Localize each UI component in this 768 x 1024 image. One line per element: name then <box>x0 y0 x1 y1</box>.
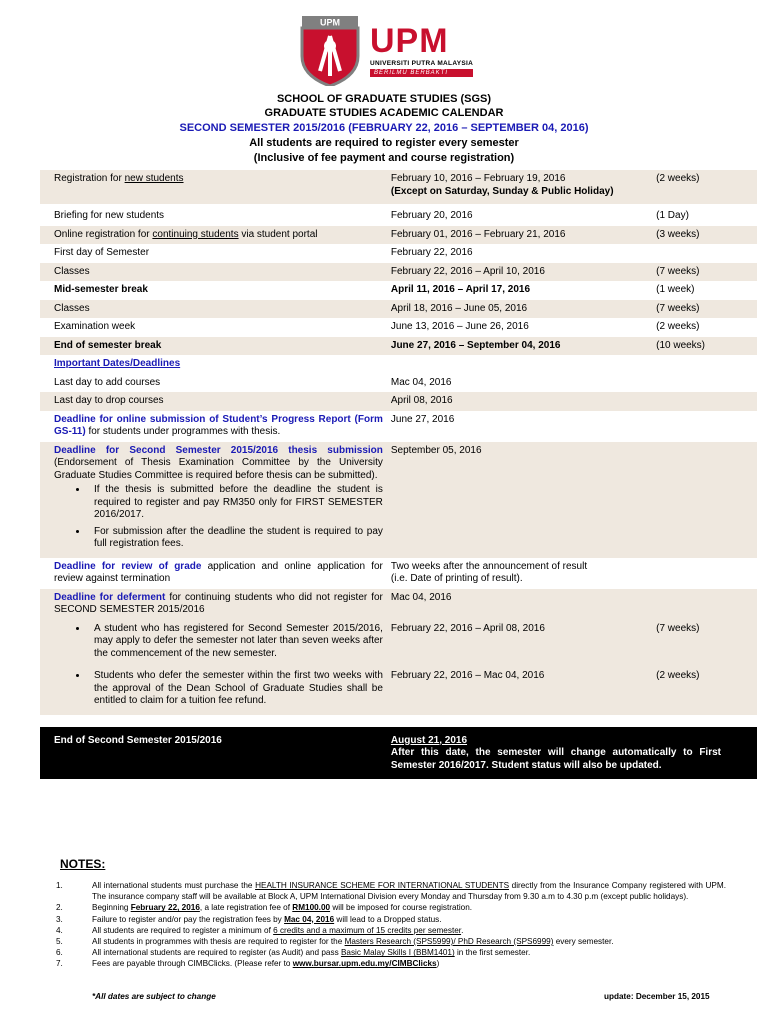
thesis-bullets <box>54 484 383 551</box>
header-school: SCHOOL OF GRADUATE STUDIES (SGS) <box>276 93 492 105</box>
table-row: Last day to add courses Mac 04, 2016 <box>40 374 757 393</box>
table-row <box>40 355 757 374</box>
cimbclicks-link[interactable]: www.bursar.upm.edu.my/CIMBClicks <box>292 959 437 969</box>
notes-list <box>56 880 726 970</box>
table-row: Examination week June 13, 2016 – June 26, 2016 (2 weeks) <box>40 318 757 337</box>
header-register-note: All students are required to register every semester <box>249 137 519 149</box>
table-row: Classes February 22, 2016 – April 10, 2016 (7 weeks) <box>40 263 757 282</box>
table-row: Last day to drop courses April 08, 2016 <box>40 392 757 411</box>
table-row: First day of Semester February 22, 2016 <box>40 244 757 263</box>
table-row: Deadline for Second Semester 2015/2016 thesis submission (Endorsement of Thesis Examination Committee by the University Graduate Studies Committee is required before thesis can be submitted). • If the thesis is submitted before the deadline the student is required to register and pay RM350 only for FIRST SEMESTER 2016/2017. • For submission after the deadline the student is required to pay full registration fees. September 05, 2016 <box>40 442 757 558</box>
table-row: Deadline for deferment for continuing students who did not register for SECOND SEMESTER 2015/2016 Mac 04, 2016 <box>40 589 757 620</box>
table-row: Deadline for review of grade application and online application for review against termination Two weeks after the announcement of result (i.e. Date of printing of result). <box>40 558 757 589</box>
header-semester: SECOND SEMESTER 2015/2016 (FEBRUARY 22, 2016 – SEPTEMBER 04, 2016) <box>179 122 589 134</box>
list-item: 4. All students are required to register a minimum of 6 credits and a maximum of 15 credits per semester. <box>56 925 464 935</box>
list-item: 2. Beginning February 22, 2016, a late registration fee of RM100.00 will be imposed for course registration. <box>56 903 473 913</box>
list-item: • For submission after the deadline the student is required to pay full registration fees. <box>88 526 383 551</box>
list-item: 3. Failure to register and/or pay the registration fees by Mac 04, 2016 will lead to a Dropped status. <box>56 914 442 924</box>
header-calendar: GRADUATE STUDIES ACADEMIC CALENDAR <box>264 107 504 119</box>
list-item: 5. All students in programmes with thesis are required to register for the Masters Research (SPS5999)/ PhD Research (SPS6999) every semester. <box>56 937 614 947</box>
calendar-table <box>40 170 757 779</box>
table-row: Deadline for online submission of Student’s Progress Report (Form GS-11) for students under programmes with thesis. June 27, 2016 <box>40 411 757 442</box>
table-row: Online registration for continuing students via student portal February 01, 2016 – February 21, 2016 (3 weeks) <box>40 226 757 245</box>
list-item: • Students who defer the semester within the first two weeks with the approval of the Dean School of Graduate Studies shall be entitled to claim for a tuition fee refund. <box>88 670 383 708</box>
table-row: End of Second Semester 2015/2016 August 21, 2016 After this date, the semester will change automatically to First Semester 2016/2017. Student status will also be updated. <box>40 727 757 779</box>
important-dates-link[interactable]: Important Dates/Deadlines <box>40 355 387 374</box>
table-row: • A student who has registered for Second Semester 2015/2016, may apply to defer the semester not later than seven weeks after the commencement of the new semester. February 22, 2016 – April 08, 2016 (7 weeks) <box>40 620 757 668</box>
brand-motto: BERILMU BERBAKTI <box>370 69 473 77</box>
list-item: 7. Fees are payable through CIMBClicks. (Please refer to www.bursar.upm.edu.my/CIMBClicks) <box>56 959 440 969</box>
table-row: • Students who defer the semester within the first two weeks with the approval of the Dean School of Graduate Studies shall be entitled to claim for a tuition fee refund. February 22, 2016 – Mac 04, 2016 (2 weeks) <box>40 667 757 715</box>
brand-subtitle: UNIVERSITI PUTRA MALAYSIA <box>370 60 474 67</box>
list-item: 6. All international students are required to register (as Audit) and pass Basic Malay Skills I (BBM1401) in the first semester. <box>56 948 531 958</box>
logo-area <box>300 16 480 86</box>
table-row: Registration for new students February 10, 2016 – February 19, 2016 (Except on Saturday, Sunday & Public Holiday) (2 weeks) <box>40 170 757 204</box>
table-row: Briefing for new students February 20, 2016 (1 Day) <box>40 204 757 226</box>
list-item: 1. All international students must purchase the HEALTH INSURANCE SCHEME FOR INTERNATIONAL STUDENTS directly from the Insurance Company registered with UPM. The insurance company staff will be available at Block A, UPM International Division every Monday and Thursday from 9.30 a.m to 4.30 p.m (except public holidays). <box>56 881 726 902</box>
table-row: End of semester break June 27, 2016 – September 04, 2016 (10 weeks) <box>40 337 757 356</box>
brand-name: UPM <box>370 22 449 60</box>
table-row: Classes April 18, 2016 – June 05, 2016 (7 weeks) <box>40 300 757 319</box>
table-row: Mid-semester break April 11, 2016 – April 17, 2016 (1 week) <box>40 281 757 300</box>
upm-crest-icon <box>300 16 360 86</box>
notes-title: NOTES: <box>60 857 106 871</box>
dates-disclaimer: *All dates are subject to change <box>92 992 216 1001</box>
header-inclusive-note: (Inclusive of fee payment and course registration) <box>253 152 515 164</box>
list-item: • A student who has registered for Second Semester 2015/2016, may apply to defer the semester not later than seven weeks after the commencement of the new semester. <box>88 623 383 661</box>
crest-label: UPM <box>320 17 340 28</box>
upm-wordmark <box>370 24 473 77</box>
update-date: update: December 15, 2015 <box>604 992 710 1001</box>
list-item: • If the thesis is submitted before the deadline the student is required to register and pay RM350 only for FIRST SEMESTER 2016/2017. <box>88 484 383 522</box>
